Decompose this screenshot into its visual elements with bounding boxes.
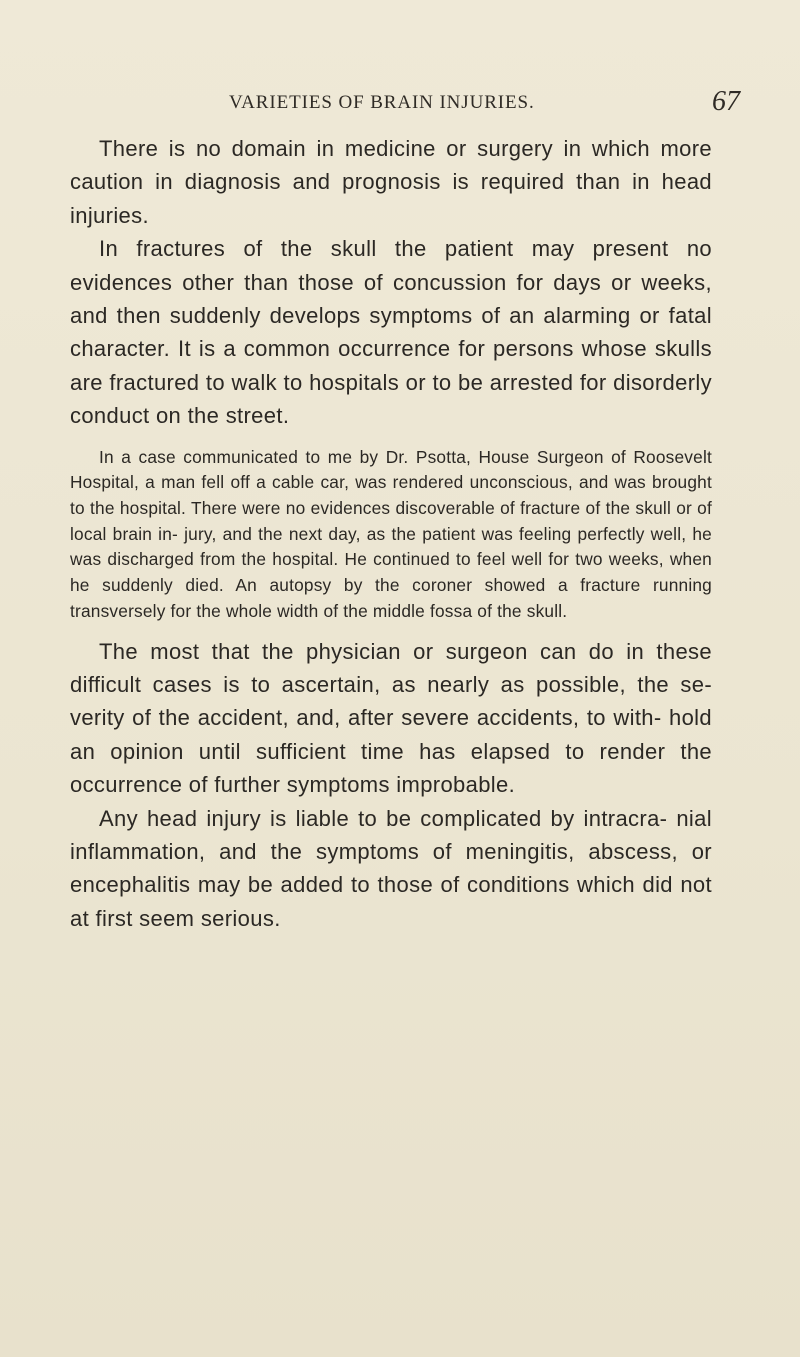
page-number: 67 xyxy=(712,86,740,117)
paragraph-physician-advice: The most that the physician or surgeon can do in these difficult cases is to ascertain, as nearly as possible, the se- verity of the accident, and, after severe accidents, to with- hold an opinion until sufficient time has elapsed to render the occurrence of further symptoms improbable. xyxy=(70,638,712,798)
body-text xyxy=(70,132,712,935)
paragraph-complications: Any head injury is liable to be complicated by intracra- nial inflammation, and the symptoms of meningitis, abscess, or encephalitis may be added to those of conditions which did not at first seem serious. xyxy=(70,805,712,931)
paragraph-skull-fractures: In fractures of the skull the patient may present no evidences other than those of concussion for days or weeks, and then suddenly develops symptoms of an alarming or fatal character. It is a common occurrence for persons whose skulls are fractured to walk to hospitals or to be arrested for disorderly conduct on the street. xyxy=(70,236,712,429)
running-title: VARIETIES OF BRAIN INJURIES. xyxy=(229,92,535,113)
paragraph-caution: There is no domain in medicine or surgery in which more caution in diagnosis and prognosis is required than in head injuries. xyxy=(70,136,712,228)
paragraph-case-report: In a case communicated to me by Dr. Psotta, House Surgeon of Roosevelt Hospital, a man fell off a cable car, was rendered unconscious, and was brought to the hospital. There were no evidences discoverable of fracture of the skull or of local brain in- jury, and the next day, as the patient was feeling perfectly well, he was discharged from the hospital. He continued to feel well for two weeks, when he suddenly died. An autopsy by the coroner showed a fracture running transversely for the whole width of the middle fossa of the skull. xyxy=(70,446,712,621)
page-header xyxy=(0,86,800,126)
